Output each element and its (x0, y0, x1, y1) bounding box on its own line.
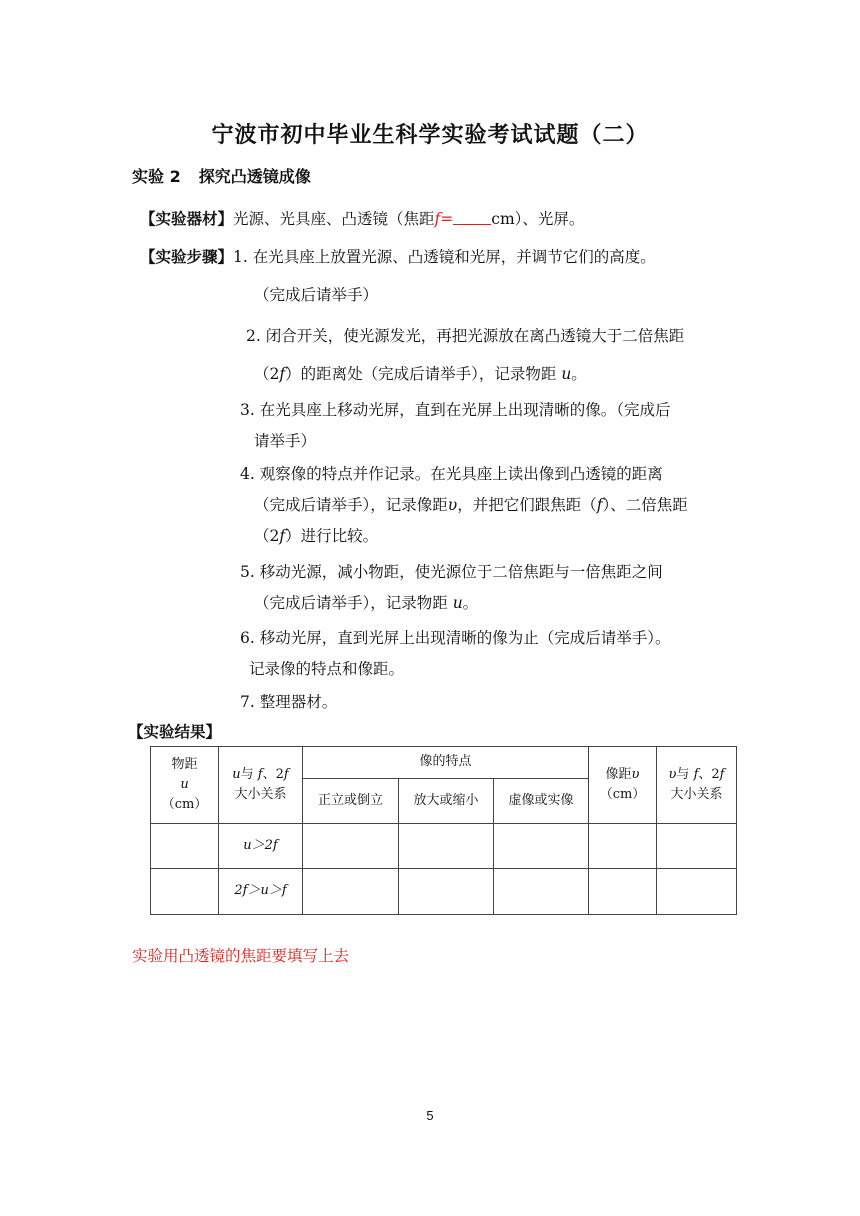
text: 、2 (698, 766, 720, 782)
text: 大小关系 (234, 787, 287, 802)
equipment-label: 【实验器材】 (140, 210, 234, 228)
header-virtual: 虚像或实像 (494, 779, 589, 824)
cell-magnify[interactable] (399, 824, 494, 869)
cell-v-relation[interactable] (657, 869, 737, 915)
cell-upright[interactable] (303, 869, 399, 915)
symbol-f: f (257, 766, 263, 782)
table-row (151, 869, 737, 915)
step-3-line-2: 请举手） (254, 432, 317, 450)
symbol-f: f (596, 496, 603, 514)
symbol-f: f (693, 766, 699, 782)
equipment-text-end: cm）、光屏。 (491, 210, 585, 228)
header-object-distance (151, 747, 219, 824)
red-note: 实验用凸透镜的焦距要填写上去 (132, 947, 350, 965)
step-1-text: 1. 在光具座上放置光源、凸透镜和光屏，并调节它们的高度。 (233, 248, 656, 266)
cell-object-distance[interactable] (151, 824, 219, 869)
cell-image-distance[interactable] (589, 869, 657, 915)
symbol-u: u (452, 594, 463, 612)
text: （完成后请举手），记录像距 (254, 496, 448, 514)
step-2-line-2 (254, 362, 587, 384)
equipment-line (140, 207, 584, 229)
results-label: 【实验结果】 (128, 723, 222, 741)
step-6-line-2: 记录像的特点和像距。 (249, 660, 405, 678)
symbol-f: f (279, 365, 286, 383)
text: （cm） (599, 787, 646, 802)
step-4-line-2 (254, 493, 688, 515)
header-v-relation (657, 747, 737, 824)
table-row (151, 824, 737, 869)
header-image-distance (589, 747, 657, 824)
text: （2 (254, 365, 280, 383)
text: ）、二倍焦距 (602, 496, 688, 514)
header-upright: 正立或倒立 (303, 779, 399, 824)
header-magnify: 放大或缩小 (399, 779, 494, 824)
step-5-line-2 (254, 591, 478, 613)
symbol-f: f (279, 527, 286, 545)
page-title: 宁波市初中毕业生科学实验考试试题（二） (211, 123, 649, 148)
page-number: 5 (426, 1108, 434, 1123)
step-1-line-1 (140, 245, 656, 267)
results-table (150, 746, 737, 915)
text: （完成后请举手），记录物距 (254, 594, 453, 612)
cell-object-distance[interactable] (151, 869, 219, 915)
step-5-line-1: 5. 移动光源，减小物距，使光源位于二倍焦距与一倍焦距之间 (240, 563, 663, 581)
focal-symbol: f= (434, 210, 454, 228)
symbol-f: f (283, 766, 289, 782)
step-7-line-1: 7. 整理器材。 (240, 693, 338, 711)
cell-upright[interactable] (303, 824, 399, 869)
symbol-u: u (232, 766, 241, 782)
text: 大小关系 (670, 787, 723, 802)
header-u-relation (219, 747, 303, 824)
text: ，并把它们跟焦距（ (457, 496, 597, 514)
symbol-u: u (180, 776, 189, 792)
step-3-line-1: 3. 在光具座上移动光屏，直到在光屏上出现清晰的像。（完成后 (240, 401, 671, 419)
cell-condition: u＞2f (219, 824, 303, 869)
cell-virtual[interactable] (494, 869, 589, 915)
steps-label: 【实验步骤】 (140, 248, 234, 266)
symbol-u: u (561, 365, 572, 383)
text: ）的距离处（完成后请举手），记录物距 (285, 365, 562, 383)
step-4-line-1: 4. 观察像的特点并作记录。在光具座上读出像到凸透镜的距离 (240, 465, 663, 483)
step-2-line-1: 2. 闭合开关，使光源发光，再把光源放在离凸透镜大于二倍焦距 (246, 327, 685, 345)
focal-length-blank[interactable] (453, 210, 491, 225)
cell-magnify[interactable] (399, 869, 494, 915)
text: 与 (676, 766, 694, 782)
experiment-number: 实验 2 (132, 167, 181, 186)
symbol-v: υ (668, 766, 677, 782)
cell-condition: 2f＞u＞f (219, 869, 303, 915)
step-4-line-3 (254, 524, 378, 546)
experiment-title (132, 164, 311, 187)
cell-image-distance[interactable] (589, 824, 657, 869)
cell-virtual[interactable] (494, 824, 589, 869)
header-image-features: 像的特点 (303, 747, 589, 779)
step-1-line-2: （完成后请举手） (254, 286, 379, 304)
cell-v-relation[interactable] (657, 824, 737, 869)
text: 物距 (171, 756, 198, 772)
text: （cm） (161, 797, 208, 813)
text: 像距 (605, 766, 632, 782)
symbol-v: υ (631, 766, 640, 782)
text: ）进行比较。 (285, 527, 379, 545)
equipment-text: 光源、光具座、凸透镜（焦距 (233, 210, 435, 228)
step-6-line-1: 6. 移动光屏，直到光屏上出现清晰的像为止（完成后请举手）。 (240, 629, 671, 647)
experiment-name: 探究凸透镜成像 (198, 167, 311, 186)
text: （2 (254, 527, 280, 545)
text: 与 (240, 766, 258, 782)
text: 。 (571, 365, 587, 383)
symbol-v: υ (447, 496, 458, 514)
text: 、2 (262, 766, 284, 782)
symbol-f: f (719, 766, 725, 782)
text: 。 (462, 594, 479, 612)
